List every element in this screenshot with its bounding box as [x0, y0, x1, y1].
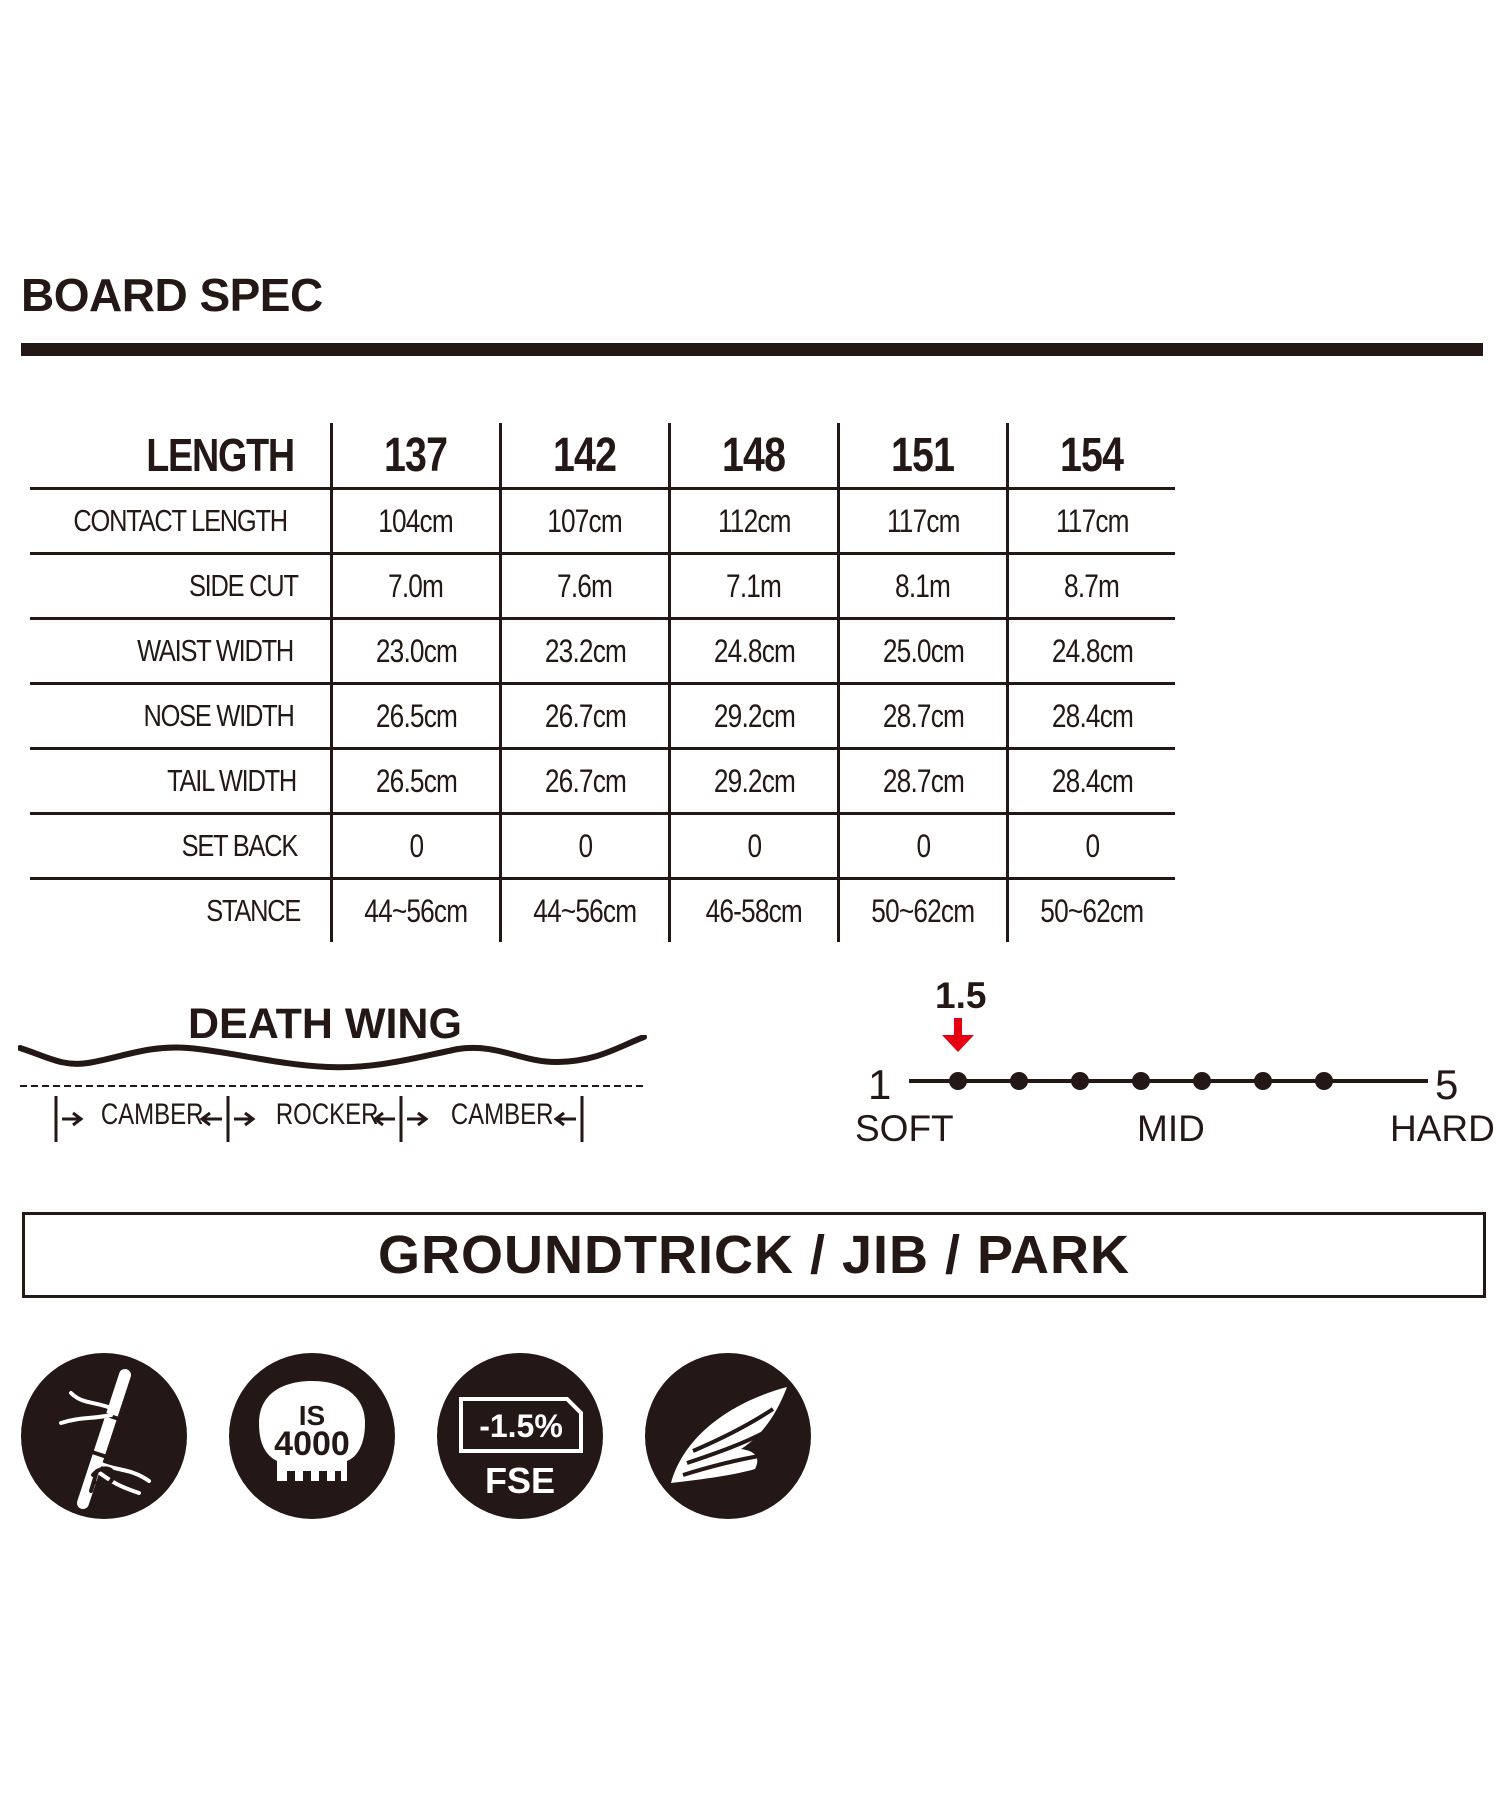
size-header: 142 [501, 423, 670, 489]
spec-cell: 28.4cm [1008, 684, 1176, 749]
arrow-right-icon [62, 1113, 81, 1125]
spec-cell: 44~56cm [332, 879, 501, 943]
spec-cell: 28.7cm [839, 684, 1008, 749]
flex-dot [1193, 1072, 1211, 1090]
table-row [30, 814, 1175, 879]
table-row [30, 619, 1175, 684]
spec-cell: 25.0cm [839, 619, 1008, 684]
flex-label-hard: HARD [1390, 1108, 1495, 1149]
spec-cell: 117cm [1008, 489, 1176, 554]
flex-scale [845, 980, 1445, 1090]
spec-cell: 112cm [670, 489, 839, 554]
skull-base-icon [229, 1353, 395, 1519]
svg-text:FSE: FSE [484, 1460, 556, 1501]
row-label: SET BACK [30, 814, 332, 879]
spec-cell: 29.2cm [670, 684, 839, 749]
zone-label-camber: CAMBER [100, 1098, 204, 1131]
table-header-row [30, 423, 1175, 489]
size-header: 137 [332, 423, 501, 489]
flex-dot [1010, 1072, 1028, 1090]
spec-cell: 117cm [839, 489, 1008, 554]
spec-cell: 107cm [501, 489, 670, 554]
svg-text:-1.5%: -1.5% [479, 1408, 563, 1444]
spec-cell: 8.7m [1008, 554, 1176, 619]
riding-style-box [22, 1212, 1486, 1298]
row-label: WAIST WIDTH [30, 619, 332, 684]
title-underline [21, 343, 1483, 356]
flex-value: 1.5 [935, 975, 987, 1016]
row-label: STANCE [30, 879, 332, 943]
size-header: 154 [1008, 423, 1176, 489]
arrow-right-icon [407, 1113, 426, 1125]
spec-cell: 7.0m [332, 554, 501, 619]
flex-label-mid: MID [1137, 1108, 1205, 1149]
size-header: 151 [839, 423, 1008, 489]
table-row [30, 879, 1175, 943]
page-title: BOARD SPEC [21, 269, 323, 321]
svg-text:IS: IS [298, 1400, 326, 1431]
flex-label-soft: SOFT [855, 1108, 954, 1149]
spec-cell: 28.7cm [839, 749, 1008, 814]
table-row [30, 749, 1175, 814]
size-header: 148 [670, 423, 839, 489]
spec-cell: 23.2cm [501, 619, 670, 684]
flex-marker-arrow-icon [942, 1018, 974, 1052]
wing-icon [645, 1353, 811, 1519]
badge-fse [437, 1353, 603, 1519]
spec-cell: 8.1m [839, 554, 1008, 619]
row-label: CONTACT LENGTH [30, 489, 332, 554]
row-label: TAIL WIDTH [30, 749, 332, 814]
spec-table [30, 423, 1175, 942]
arrow-right-icon [234, 1113, 253, 1125]
spec-cell: 104cm [332, 489, 501, 554]
flex-dot [1254, 1072, 1272, 1090]
spec-cell: 26.5cm [332, 684, 501, 749]
spec-cell: 0 [839, 814, 1008, 879]
spec-cell: 28.4cm [1008, 749, 1176, 814]
table-row [30, 554, 1175, 619]
flex-dot [949, 1072, 967, 1090]
spec-cell: 26.7cm [501, 684, 670, 749]
arrow-left-icon [202, 1113, 222, 1125]
zone-label-rocker: ROCKER [275, 1098, 379, 1131]
svg-text:4000: 4000 [274, 1425, 350, 1463]
spec-cell: 0 [1008, 814, 1176, 879]
spec-cell: 23.0cm [332, 619, 501, 684]
row-label: SIDE CUT [30, 554, 332, 619]
spec-cell: 7.6m [501, 554, 670, 619]
badge-bamboo [21, 1353, 187, 1519]
table-row [30, 489, 1175, 554]
spec-cell: 7.1m [670, 554, 839, 619]
spec-cell: 50~62cm [839, 879, 1008, 943]
spec-cell: 24.8cm [670, 619, 839, 684]
flex-dot [1132, 1072, 1150, 1090]
header-label: LENGTH [146, 429, 294, 481]
row-label: NOSE WIDTH [30, 684, 332, 749]
spec-cell: 44~56cm [501, 879, 670, 943]
flex-min: 1 [868, 1061, 892, 1108]
fse-icon [437, 1353, 603, 1519]
badge-base [229, 1353, 395, 1519]
spec-cell: 24.8cm [1008, 619, 1176, 684]
spec-cell: 50~62cm [1008, 879, 1176, 943]
flex-max: 5 [1435, 1061, 1459, 1108]
badge-wing [645, 1353, 811, 1519]
spec-cell: 29.2cm [670, 749, 839, 814]
flex-dot [1315, 1072, 1333, 1090]
spec-cell: 0 [670, 814, 839, 879]
spec-cell: 0 [332, 814, 501, 879]
spec-cell: 26.5cm [332, 749, 501, 814]
profile-diagram [18, 1035, 648, 1155]
spec-cell: 46-58cm [670, 879, 839, 943]
arrow-left-icon [556, 1113, 576, 1125]
table-row [30, 684, 1175, 749]
profile-name: DEATH WING [188, 1000, 462, 1048]
zone-label-camber: CAMBER [450, 1098, 554, 1131]
flex-dot [1071, 1072, 1089, 1090]
riding-style-text: GROUNDTRICK / JIB / PARK [377, 1225, 1131, 1285]
spec-cell: 26.7cm [501, 749, 670, 814]
spec-cell: 0 [501, 814, 670, 879]
bamboo-core-icon [21, 1353, 187, 1519]
board-profile-curve [20, 1037, 644, 1067]
